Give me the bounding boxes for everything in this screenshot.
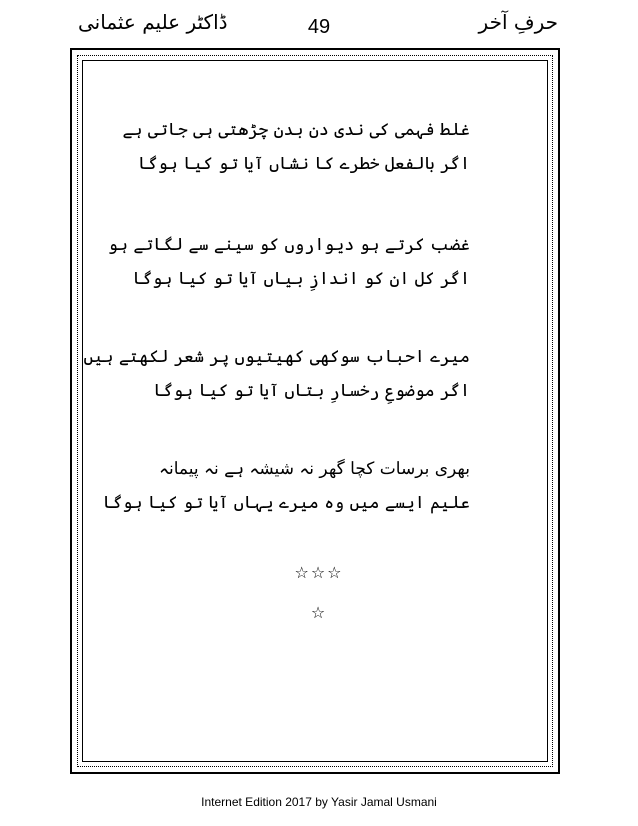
page-number: 49 bbox=[307, 16, 331, 38]
stanza bbox=[83, 340, 470, 408]
star-ornament-single: ☆ bbox=[310, 603, 328, 622]
book-title: حرفِ آخر bbox=[478, 10, 558, 34]
stanza bbox=[102, 452, 470, 520]
author-name: ڈاکٹر علیم عثمانی bbox=[78, 10, 228, 34]
verse-line: اگر کل ان کو اندازِ بیاں آیا تو کیا ہوگا bbox=[132, 269, 470, 289]
verse-line: میرے احباب سوکھی کھیتیوں پر شعر لکھتے ہیں bbox=[83, 347, 470, 367]
verse-line: اگر بالفعل خطرے کا نشاں آیا تو کیا ہوگا bbox=[137, 154, 470, 174]
star-ornament-row: ☆☆☆ bbox=[294, 563, 344, 582]
verse-line: غلط فہمی کی ندی دن بدن چڑھتی ہی جاتی ہے bbox=[122, 120, 470, 140]
verse-line: اگر موضوعِ رخسارِ بتاں آیا تو کیا ہوگا bbox=[153, 381, 470, 401]
stanza bbox=[122, 113, 470, 181]
verse-line: بھری برسات کچا گھر نہ شیشہ ہے نہ پیمانہ bbox=[159, 459, 470, 479]
verse-line: علیم ایسے میں وہ میرے یہاں آیا تو کیا ہوگا bbox=[102, 493, 470, 513]
edition-footer: Internet Edition 2017 by Yasir Jamal Usmani bbox=[201, 795, 437, 809]
stanza bbox=[108, 228, 470, 296]
verse-line: غضب کرتے ہو دیواروں کو سینے سے لگاتے ہو bbox=[108, 235, 470, 255]
